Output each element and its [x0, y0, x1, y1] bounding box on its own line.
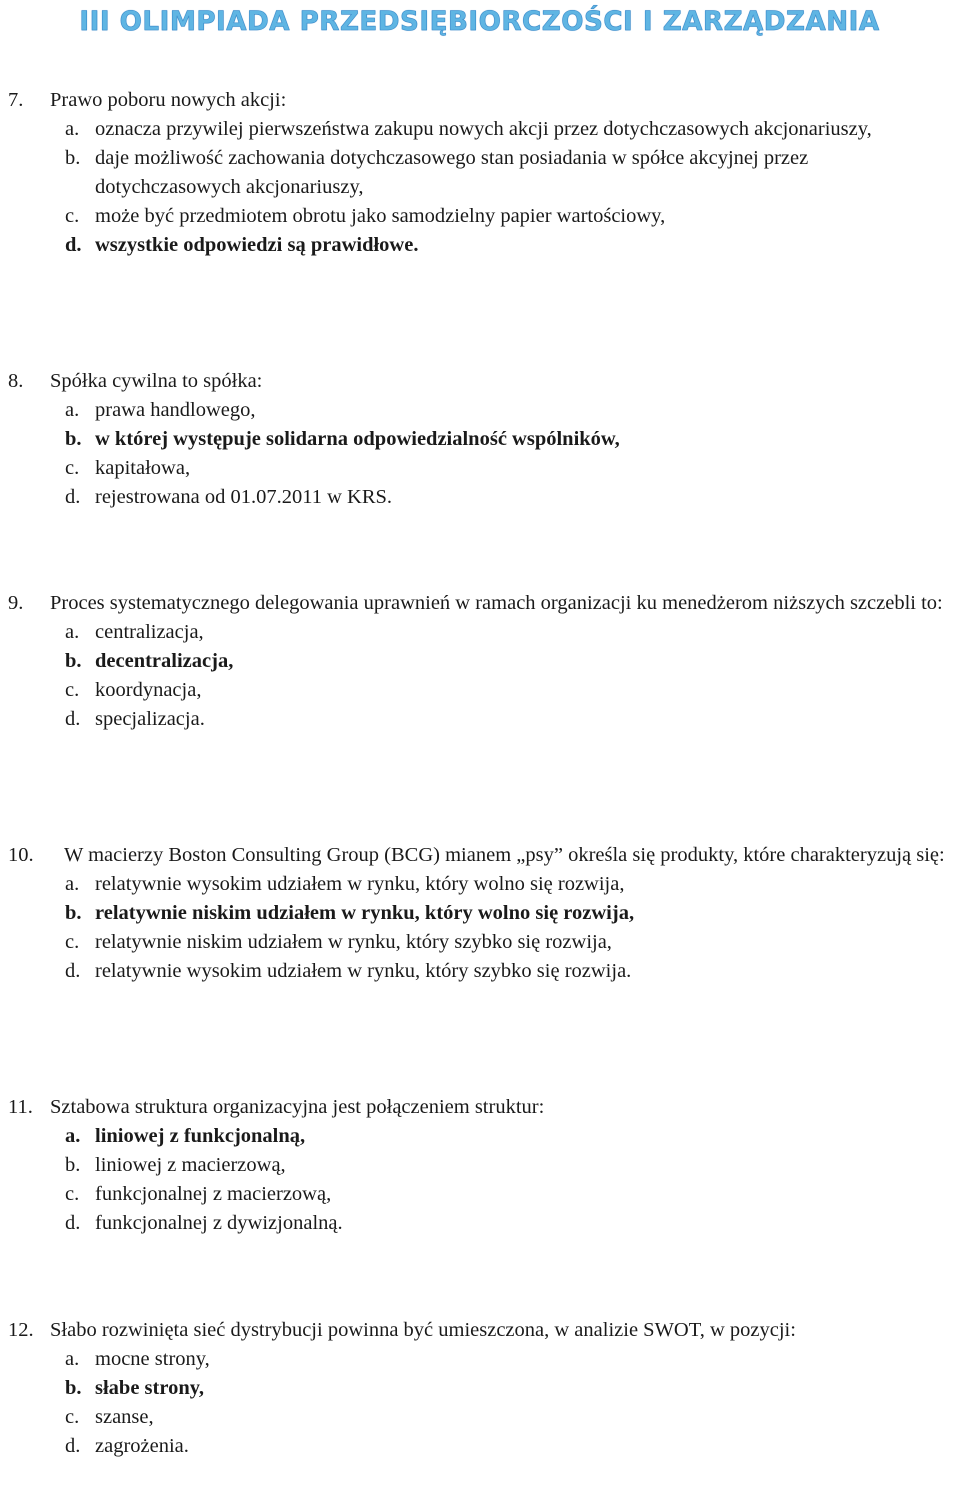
answer-option-d — [8, 1432, 958, 1461]
answer-text: może być przedmiotem obrotu jako samodzielny papier wartościowy, — [95, 205, 666, 227]
answer-text: w której występuje solidarna odpowiedzialność wspólników, — [95, 428, 620, 450]
question-7 — [8, 86, 958, 260]
answer-option-d — [8, 705, 958, 734]
answer-option-b-correct — [8, 647, 958, 676]
question-10 — [8, 841, 958, 986]
answer-option-b — [8, 144, 958, 202]
question-text: W macierzy Boston Consulting Group (BCG) mianem „psy” określa się produkty, które charakteryzują się: — [64, 844, 945, 866]
answer-text: wszystkie odpowiedzi są prawidłowe. — [95, 234, 419, 256]
answer-text: relatywnie niskim udziałem w rynku, który wolno się rozwija, — [95, 902, 635, 924]
answer-text: słabe strony, — [95, 1377, 204, 1399]
answer-text: liniowej z macierzową, — [95, 1154, 286, 1176]
question-8 — [8, 367, 958, 512]
question-text: Proces systematycznego delegowania uprawnień w ramach organizacji ku menedżerom niższych szczebli to: — [50, 592, 943, 614]
answer-letter: b. — [65, 650, 82, 672]
answer-letter: c. — [65, 205, 80, 227]
question-text: Prawo poboru nowych akcji: — [50, 89, 287, 111]
answer-letter: a. — [65, 1125, 81, 1147]
answer-list — [8, 618, 958, 734]
answer-list — [8, 115, 958, 260]
answer-option-a — [8, 618, 958, 647]
answer-text: relatywnie wysokim udziałem w rynku, który szybko się rozwija. — [95, 960, 632, 982]
answer-letter: a. — [65, 118, 80, 140]
answer-letter: d. — [65, 708, 81, 730]
answer-letter: a. — [65, 399, 80, 421]
answer-letter: a. — [65, 621, 80, 643]
page-header — [0, 0, 960, 58]
question-number: 12. — [8, 1319, 34, 1341]
answer-letter: d. — [65, 1435, 81, 1457]
answer-option-c — [8, 454, 958, 483]
answer-option-a — [8, 396, 958, 425]
answer-list — [8, 870, 958, 986]
answer-option-c — [8, 928, 958, 957]
question-11 — [8, 1093, 958, 1238]
answer-letter: b. — [65, 428, 82, 450]
olympiad-title: III OLIMPIADA PRZEDSIĘBIORCZOŚCI I ZARZĄDZANIA — [79, 6, 881, 37]
answer-option-a — [8, 1345, 958, 1374]
answer-option-a-correct — [8, 1122, 958, 1151]
answer-list — [8, 396, 958, 512]
answer-text: kapitałowa, — [95, 457, 191, 479]
question-9 — [8, 589, 958, 734]
answer-option-a — [8, 870, 958, 899]
answer-option-b — [8, 1151, 958, 1180]
answer-option-c — [8, 202, 958, 231]
answer-text: daje możliwość zachowania dotychczasowego stan posiadania w spółce akcyjnej przez dotychczasowych akcjonariuszy, — [95, 147, 809, 198]
answer-option-c — [8, 676, 958, 705]
question-number: 9. — [8, 592, 24, 614]
question-number: 8. — [8, 370, 24, 392]
answer-list — [8, 1122, 958, 1238]
answer-letter: c. — [65, 457, 80, 479]
answer-letter: d. — [65, 960, 81, 982]
answer-option-b-correct — [8, 899, 958, 928]
answer-option-a — [8, 115, 958, 144]
answer-letter: c. — [65, 679, 80, 701]
answer-text: relatywnie wysokim udziałem w rynku, który wolno się rozwija, — [95, 873, 625, 895]
question-number: 10. — [8, 844, 34, 866]
answer-option-c — [8, 1403, 958, 1432]
answer-text: funkcjonalnej z dywizjonalną. — [95, 1212, 343, 1234]
answer-option-d — [8, 957, 958, 986]
answer-letter: b. — [65, 1154, 81, 1176]
answer-letter: d. — [65, 1212, 81, 1234]
answer-letter: b. — [65, 147, 81, 169]
answer-text: rejestrowana od 01.07.2011 w KRS. — [95, 486, 393, 508]
answer-option-d — [8, 1209, 958, 1238]
answer-letter: a. — [65, 873, 80, 895]
answer-option-b-correct — [8, 425, 958, 454]
answer-text: prawa handlowego, — [95, 399, 256, 421]
answer-text: specjalizacja. — [95, 708, 205, 730]
question-number: 11. — [8, 1096, 33, 1118]
answer-letter: c. — [65, 1183, 80, 1205]
answer-letter: a. — [65, 1348, 80, 1370]
question-text: Słabo rozwinięta sieć dystrybucji powinna być umieszczona, w analizie SWOT, w pozycji: — [50, 1319, 796, 1341]
question-number: 7. — [8, 89, 24, 111]
answer-letter: d. — [65, 486, 81, 508]
answer-letter: d. — [65, 234, 82, 256]
question-12 — [8, 1316, 958, 1461]
answer-text: funkcjonalnej z macierzową, — [95, 1183, 332, 1205]
answer-list — [8, 1345, 958, 1461]
question-text: Spółka cywilna to spółka: — [50, 370, 263, 392]
question-text: Sztabowa struktura organizacyjna jest połączeniem struktur: — [50, 1096, 545, 1118]
answer-letter: c. — [65, 931, 80, 953]
answer-letter: b. — [65, 1377, 82, 1399]
answer-text: mocne strony, — [95, 1348, 210, 1370]
answer-text: liniowej z funkcjonalną, — [95, 1125, 306, 1147]
answer-text: koordynacja, — [95, 679, 202, 701]
answer-text: relatywnie niskim udziałem w rynku, który szybko się rozwija, — [95, 931, 612, 953]
answer-text: szanse, — [95, 1406, 154, 1428]
answer-option-d — [8, 483, 958, 512]
answer-option-b-correct — [8, 1374, 958, 1403]
answer-text: oznacza przywilej pierwszeństwa zakupu nowych akcji przez dotychczasowych akcjonariuszy, — [95, 118, 872, 140]
answer-letter: b. — [65, 902, 82, 924]
answer-letter: c. — [65, 1406, 80, 1428]
answer-text: zagrożenia. — [95, 1435, 189, 1457]
answer-text: decentralizacja, — [95, 650, 234, 672]
answer-text: centralizacja, — [95, 621, 204, 643]
answer-option-d-correct — [8, 231, 958, 260]
answer-option-c — [8, 1180, 958, 1209]
